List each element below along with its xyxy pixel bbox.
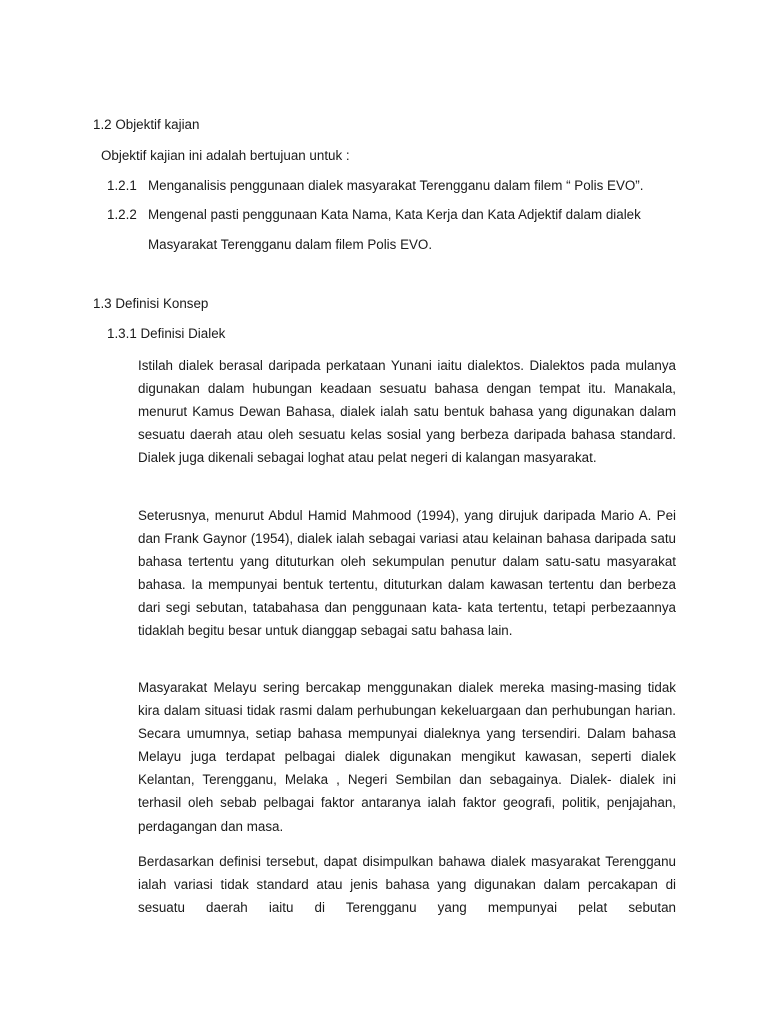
definisi-paragraph-4: Berdasarkan definisi tersebut, dapat disimpulkan bahawa dialek masyarakat Terengganu ialah variasi tidak standard atau jenis bahasa yang digunakan dalam percakapan di sesuatu daerah iaitu di Terengganu yang mempunyai pelat sebutan <box>138 854 676 916</box>
objektif-item-2-continuation: Masyarakat Terengganu dalam filem Polis EVO. <box>148 237 433 252</box>
objektif-item-2-text: Mengenal pasti penggunaan Kata Nama, Kata Kerja dan Kata Adjektif dalam dialek <box>148 207 641 222</box>
definisi-paragraph-2: Seterusnya, menurut Abdul Hamid Mahmood (1994), yang dirujuk daripada Mario A. Pei dan Frank Gaynor (1954), dialek ialah sebagai variasi atau kelainan bahasa daripada satu bahasa tertentu yang dituturkan oleh sekumpulan penutur dalam satu-satu masyarakat bahasa. Ia mempunyai bentuk tertentu, dituturkan dalam kawasan tertentu dan berbeza dari segi sebutan, tatabahasa dan penggunaan kata- kata tertentu, tetapi perbezaannya tidaklah begitu besar untuk dianggap sebagai satu bahasa lain. <box>138 508 676 639</box>
objektif-item-1-text: Menganalisis penggunaan dialek masyarakat Terengganu dalam filem “ Polis EVO”. <box>148 178 644 193</box>
objektif-item-1-number: 1.2.1 <box>107 178 137 193</box>
objektif-item-2-number: 1.2.2 <box>107 207 137 222</box>
definisi-paragraph-3: Masyarakat Melayu sering bercakap menggunakan dialek mereka masing-masing tidak kira dalam situasi tidak rasmi dalam perhubungan kekeluargaan dan perhubungan harian. Secara umumnya, setiap bahasa mempunyai dialeknya yang tersendiri. Dalam bahasa Melayu juga terdapat pelbagai dialek digunakan mengikut kawasan, seperti dialek Kelantan, Terengganu, Melaka , Negeri Sembilan dan sebagainya. Dialek- dialek ini terhasil oleh sebab pelbagai faktor antaranya ialah faktor geografi, politik, penjajahan, perdagangan dan masa. <box>138 680 676 834</box>
subsection-heading-dialek: 1.3.1 Definisi Dialek <box>107 326 226 341</box>
section-heading-objektif: 1.2 Objektif kajian <box>93 117 200 132</box>
definisi-paragraph-1: Istilah dialek berasal daripada perkataan Yunani iaitu dialektos. Dialektos pada mulanya digunakan dalam hubungan keadaan sesuatu bahasa dengan tempat itu. Manakala, menurut Kamus Dewan Bahasa, dialek ialah satu bentuk bahasa yang digunakan dalam sesuatu daerah atau oleh sesuatu kelas sosial yang berbeza daripada bahasa standard. Dialek juga dikenali sebagai loghat atau pelat negeri di kalangan masyarakat. <box>138 358 676 466</box>
objektif-intro: Objektif kajian ini adalah bertujuan untuk : <box>101 148 350 163</box>
section-heading-definisi: 1.3 Definisi Konsep <box>93 296 209 311</box>
